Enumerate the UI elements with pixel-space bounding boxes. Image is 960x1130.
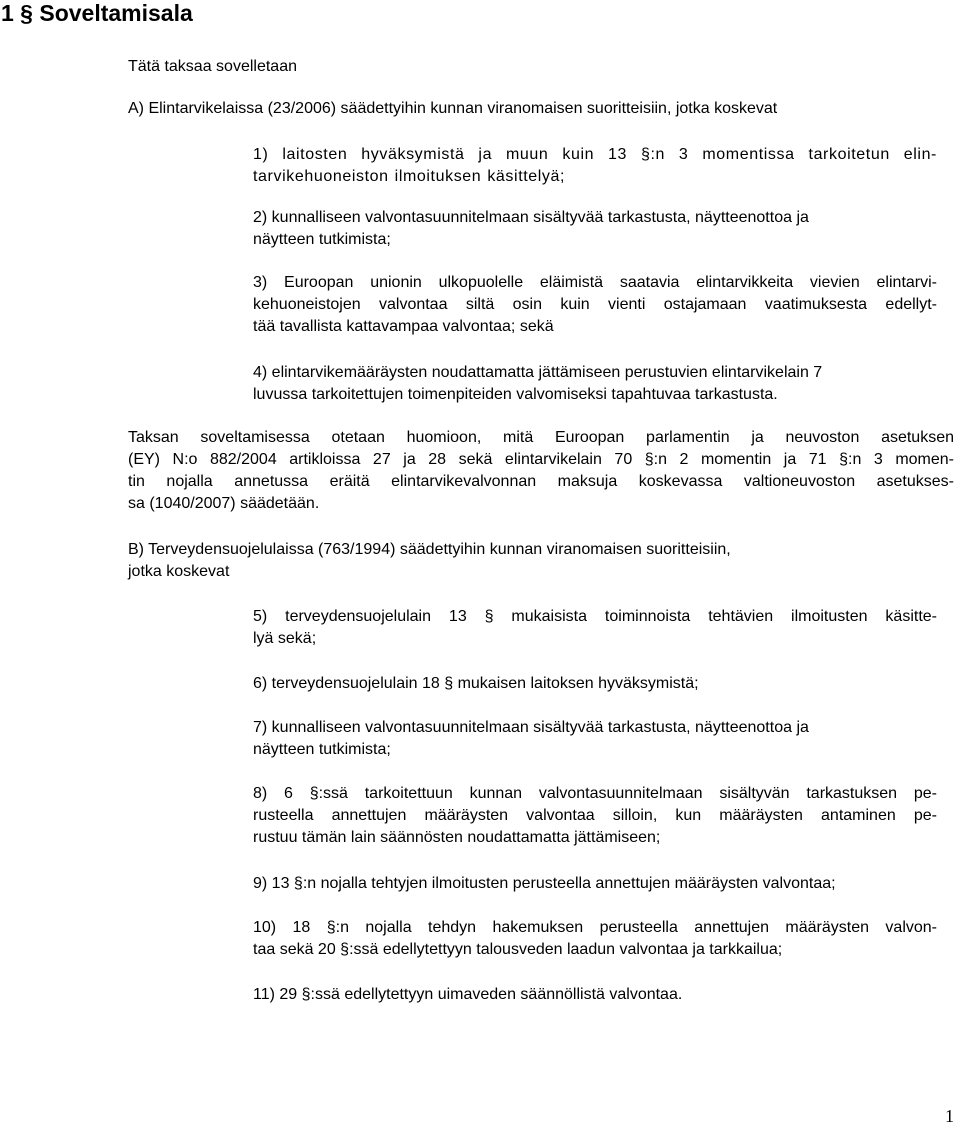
note-paragraph xyxy=(128,427,954,515)
text-line: jotka koskevat xyxy=(128,563,230,580)
text-line: taa sekä 20 §:ssä edellytettyyn talousveden laadun valvontaa ja tarkkailua; xyxy=(253,941,783,958)
text-line: 4) elintarvikemääräysten noudattamatta jättämiseen perustuvien elintarvikelain 7 xyxy=(253,364,823,381)
text-line: B) Terveydensuojelulaissa (763/1994) säädettyihin kunnan viranomaisen suoritteisiin, xyxy=(128,541,731,558)
section-b-heading xyxy=(128,539,731,583)
text-line: tää tavallista kattavampaa valvontaa; sekä xyxy=(253,318,554,335)
text-line: rusteella annettujen määräysten valvontaa silloin, kun määräysten antaminen pe- xyxy=(253,807,937,824)
list-item-6 xyxy=(253,673,699,695)
page-number: 1 xyxy=(945,1106,954,1126)
text-line: näytteen tutkimista; xyxy=(253,741,391,758)
text-line: rustuu tämän lain säännösten noudattamatta jättämiseen; xyxy=(253,829,661,846)
text-line: 7) kunnalliseen valvontasuunnitelmaan sisältyvää tarkastusta, näytteenottoa ja xyxy=(253,719,809,736)
section-a-heading xyxy=(128,98,777,120)
list-item-5 xyxy=(253,606,937,650)
list-item-4 xyxy=(253,362,822,406)
text-line: tarvikehuoneiston ilmoituksen käsittelyä; xyxy=(253,168,566,185)
list-item-10 xyxy=(253,917,937,961)
list-item-9 xyxy=(253,873,836,895)
text-line: Taksan soveltamisessa otetaan huomioon, mitä Euroopan parlamentin ja neuvoston asetuksen xyxy=(128,429,954,446)
text-line: 11) 29 §:ssä edellytettyyn uimaveden säännöllistä valvontaa. xyxy=(253,986,683,1003)
text-line: lyä sekä; xyxy=(253,630,317,647)
text-line: 5) terveydensuojelulain 13 § mukaisista toiminnoista tehtävien ilmoitusten käsitte- xyxy=(253,608,937,625)
text-line: näytteen tutkimista; xyxy=(253,231,391,248)
list-item-7 xyxy=(253,717,809,761)
text-line: sa (1040/2007) säädetään. xyxy=(128,495,320,512)
text-line: 9) 13 §:n nojalla tehtyjen ilmoitusten perusteella annettujen määräysten valvontaa; xyxy=(253,875,836,892)
page-title: 1 § Soveltamisala xyxy=(1,0,193,26)
intro-paragraph xyxy=(128,56,297,78)
list-item-11 xyxy=(253,984,682,1006)
text-line: 8) 6 §:ssä tarkoitettuun kunnan valvontasuunnitelmaan sisältyvän tarkastuksen pe- xyxy=(253,785,937,802)
text-line: tin nojalla annetussa eräitä elintarvikevalvonnan maksuja koskevassa valtioneuvoston asetukses- xyxy=(128,473,954,490)
list-item-8 xyxy=(253,783,937,849)
text-line: 3) Euroopan unionin ulkopuolelle eläimistä saatavia elintarvikkeita vievien elintarvi- xyxy=(253,274,937,291)
text-line: Tätä taksaa sovelletaan xyxy=(128,58,297,75)
text-line: 2) kunnalliseen valvontasuunnitelmaan sisältyvää tarkastusta, näytteenottoa ja xyxy=(253,209,809,226)
text-line: luvussa tarkoitettujen toimenpiteiden valvomiseksi tapahtuvaa tarkastusta. xyxy=(253,386,778,403)
text-line: (EY) N:o 882/2004 artikloissa 27 ja 28 sekä elintarvikelain 70 §:n 2 momentin ja 71 §:n 3 momen- xyxy=(128,451,954,468)
text-line: kehuoneistojen valvontaa siltä osin kuin vienti ostajamaan vaatimuksesta edellyt- xyxy=(253,296,937,313)
list-item-1 xyxy=(253,144,937,188)
text-line: 6) terveydensuojelulain 18 § mukaisen laitoksen hyväksymistä; xyxy=(253,675,699,692)
list-item-3 xyxy=(253,272,937,338)
list-item-2 xyxy=(253,207,809,251)
text-line: 1) laitosten hyväksymistä ja muun kuin 13 §:n 3 momentissa tarkoitetun elin- xyxy=(253,146,937,163)
text-line: 10) 18 §:n nojalla tehdyn hakemuksen perusteella annettujen määräysten valvon- xyxy=(253,919,937,936)
text-line: A) Elintarvikelaissa (23/2006) säädettyihin kunnan viranomaisen suoritteisiin, jotka koskevat xyxy=(128,100,778,117)
